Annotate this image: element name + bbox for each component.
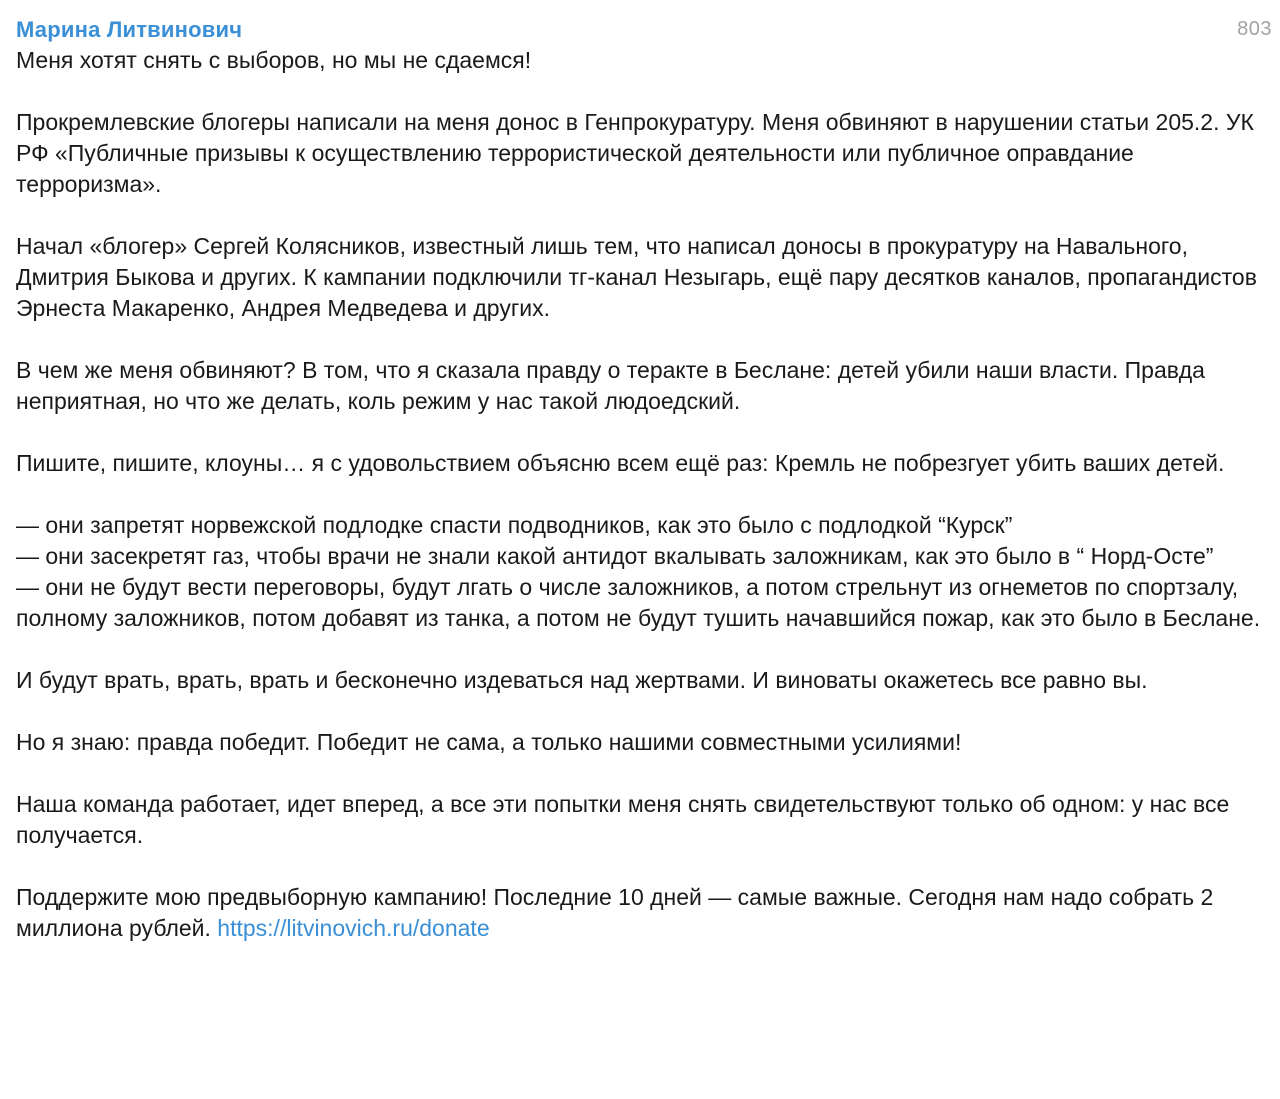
message-paragraph: Прокремлевские блогеры написали на меня донос в Генпрокуратуру. Меня обвиняют в нарушении статьи 205.2. УК РФ «Публичные призывы к осуществлению террористической деятельности или публичное оправдание терроризма». bbox=[16, 109, 1254, 197]
message-paragraph: — они запретят норвежской подлодке спасти подводников, как это было с подлодкой “Курск” — они засекретят газ, чтобы врачи не знали какой антидот вкалывать заложникам, как это было в “ Норд-Осте” — они не будут вести переговоры, будут лгать о числе заложников, а потом стрельнут из огнеметов по спортзалу, полному заложников, потом добавят из танка, а потом не будут тушить начавшийся пожар, как это было в Беслане. bbox=[16, 512, 1261, 631]
post-author-name[interactable]: Марина Литвинович bbox=[16, 17, 243, 42]
message-paragraph: Меня хотят снять с выборов, но мы не сдаемся! bbox=[16, 47, 532, 73]
message-paragraph: Но я знаю: правда победит. Победит не сама, а только нашими совместными усилиями! bbox=[16, 729, 962, 755]
view-count: 803 bbox=[1237, 18, 1272, 40]
message-paragraph: Пишите, пишите, клоуны… я с удовольствием объясню всем ещё раз: Кремль не побрезгует убить ваших детей. bbox=[16, 450, 1225, 476]
message-paragraph: В чем же меня обвиняют? В том, что я сказала правду о теракте в Беслане: детей убили наши власти. Правда неприятная, но что же делать, коль режим у нас такой людоедский. bbox=[16, 357, 1205, 414]
message-paragraph: Начал «блогер» Сергей Колясников, известный лишь тем, что написал доносы в прокуратуру на Навального, Дмитрия Быкова и других. К кампании подключили тг-канал Незыгарь, ещё пару десятков каналов, пропагандистов Эрнеста Макаренко, Андрея Медведева и других. bbox=[16, 233, 1257, 321]
final-paragraph-text: Поддержите мою предвыборную кампанию! Последние 10 дней — самые важные. Сегодня нам надо собрать 2 миллиона рублей. bbox=[16, 884, 1214, 941]
post-message bbox=[16, 45, 1278, 944]
donate-link[interactable]: https://litvinovich.ru/donate bbox=[217, 915, 490, 941]
message-paragraph: И будут врать, врать, врать и бесконечно издеваться над жертвами. И виноваты окажетесь все равно вы. bbox=[16, 667, 1148, 693]
message-paragraph-final bbox=[16, 882, 1278, 944]
message-paragraph: Наша команда работает, идет вперед, а все эти попытки меня снять свидетельствуют только об одном: у нас все получается. bbox=[16, 791, 1230, 848]
